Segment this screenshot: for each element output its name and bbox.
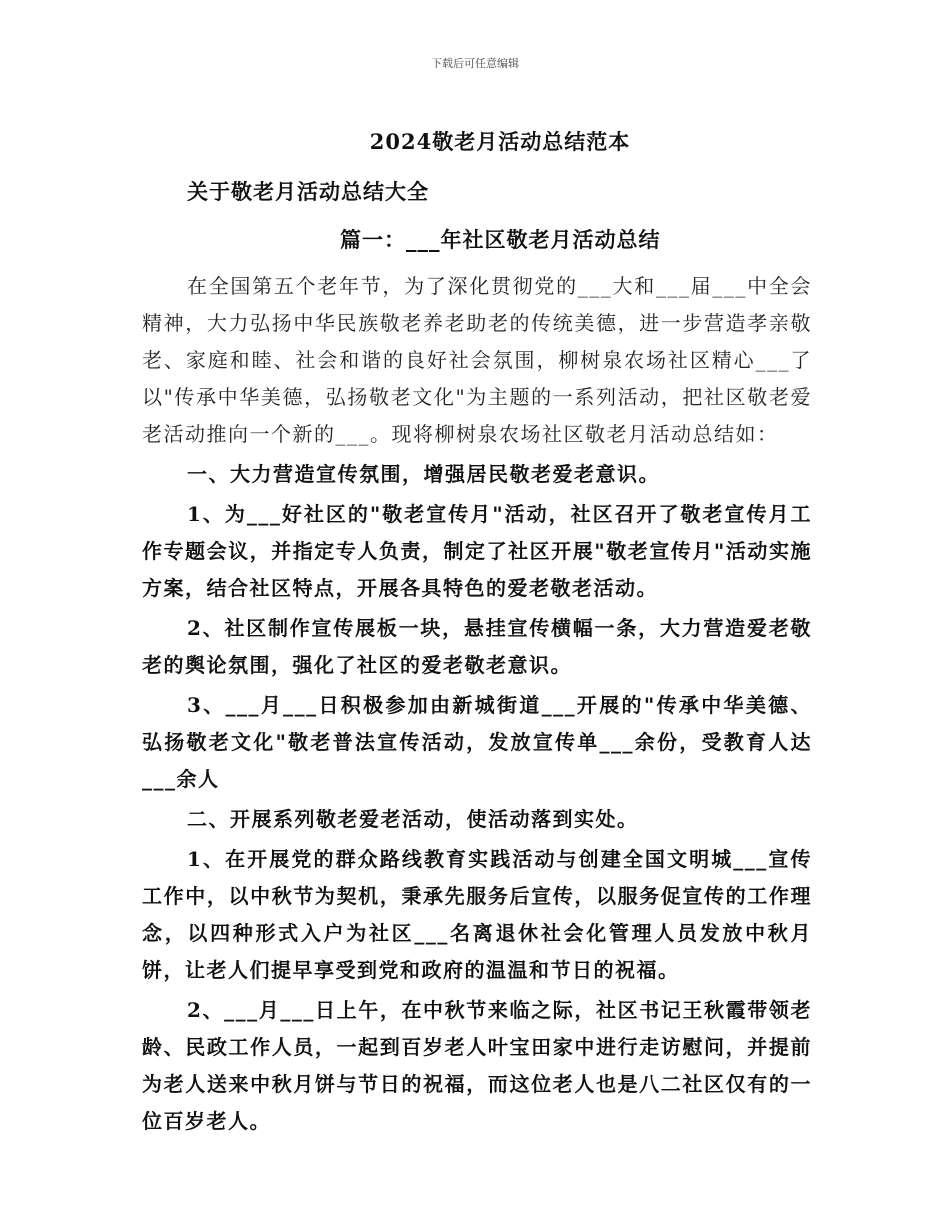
page-header-note: 下载后可任意编辑 [431, 57, 519, 70]
body-paragraph: 1、为___好社区的"敬老宣传月"活动，社区召开了敬老宣传月工作专题会议，并指定专人负责，制定了社区开展"敬老宣传月"活动实施方案，结合社区特点，开展各具特色的爱老敬老活动。 [142, 502, 812, 600]
body-paragraph: 3、___月___日积极参加由新城街道___开展的"传承中华美德、弘扬敬老文化"敬老普法宣传活动，发放宣传单___余份，受教育人达___余人 [142, 693, 812, 791]
intro-paragraph: 在全国第五个老年节，为了深化贯彻党的___大和___届___中全会精神，大力弘扬中华民族敬老养老助老的传统美德，进一步营造孝亲敬老、家庭和睦、社会和谐的良好社会氛围，柳树泉农场社区精心___了以"传承中华美德，弘扬敬老文化"为主题的一系列活动，把社区敬老爱老活动推向一个新的___。现将柳树泉农场社区敬老月活动总结如： [142, 274, 812, 446]
heading-one: 一、大力营造宣传氛围，增强居民敬老爱老意识。 [187, 462, 660, 486]
section-title: 篇一：___年社区敬老月活动总结 [340, 227, 661, 252]
document-body [142, 268, 812, 1143]
body-paragraph: 2、社区制作宣传展板一块，悬挂宣传横幅一条，大力营造爱老敬老的舆论氛围，强化了社区的爱老敬老意识。 [142, 616, 812, 677]
document-subtitle: 关于敬老月活动总结大全 [187, 179, 429, 204]
heading-two: 二、开展系列敬老爱老活动，使活动落到实处。 [187, 807, 639, 831]
document-title: 2024敬老月活动总结范本 [369, 129, 631, 154]
body-paragraph: 2、___月___日上午，在中秋节来临之际，社区书记王秋霞带领老龄、民政工作人员，一起到百岁老人叶宝田家中进行走访慰问，并提前为老人送来中秋月饼与节日的祝福，而这位老人也是八二社区仅有的一位百岁老人。 [142, 998, 812, 1133]
body-paragraph: 1、在开展党的群众路线教育实践活动与创建全国文明城___宣传工作中，以中秋节为契机，秉承先服务后宣传，以服务促宣传的工作理念，以四种形式入户为社区___名离退休社会化管理人员发放中秋月饼，让老人们提早享受到党和政府的温温和节日的祝福。 [142, 847, 812, 982]
